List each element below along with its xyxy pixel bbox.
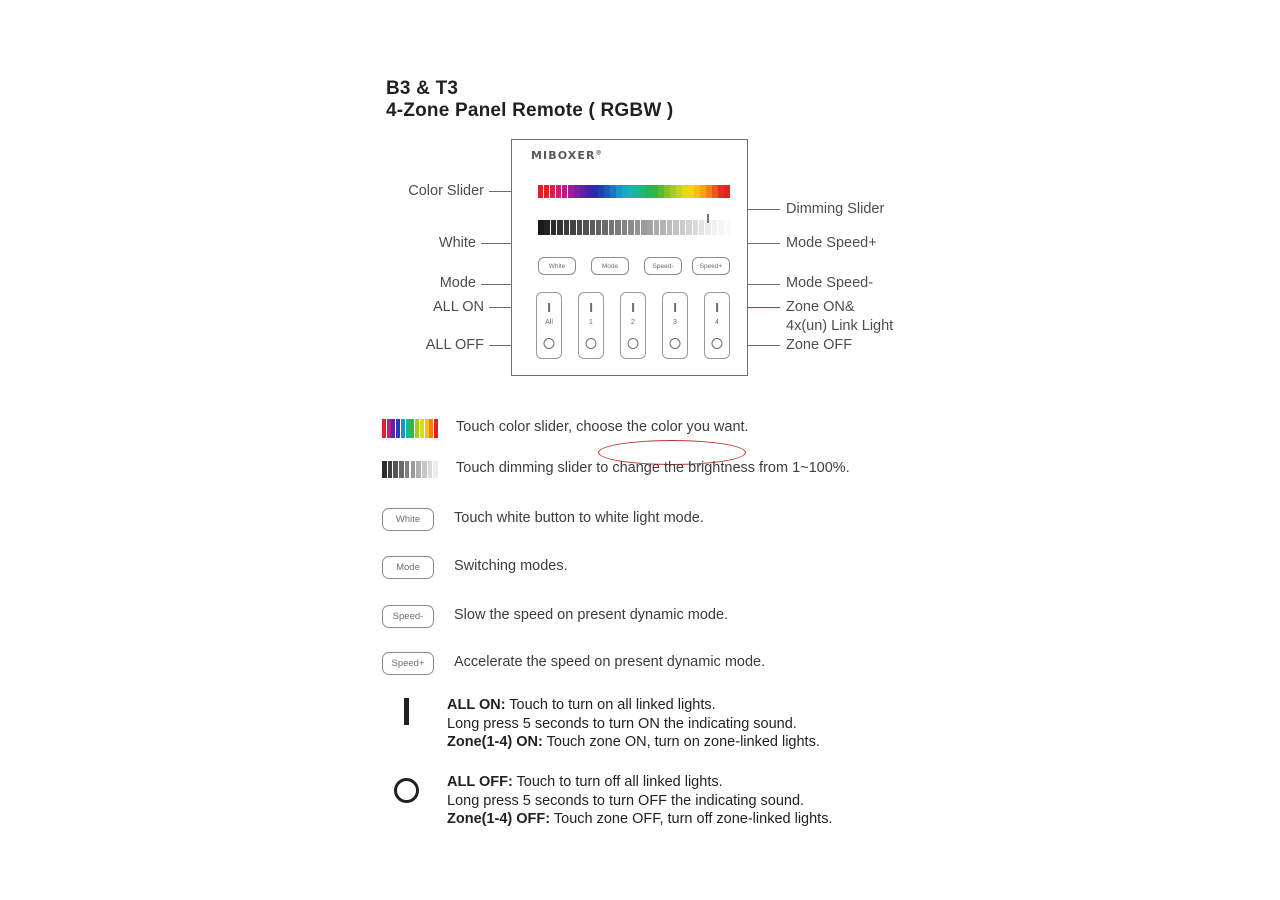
- power-on-icon[interactable]: [548, 303, 550, 312]
- legend-mode-button[interactable]: [382, 556, 434, 579]
- slider-segment: [699, 220, 705, 235]
- slider-segment: [406, 419, 410, 438]
- legend-item-speed-down: [382, 605, 728, 628]
- slider-segment: [399, 461, 404, 478]
- slider-segment: [396, 419, 400, 438]
- legend-all-off-bold: ALL OFF:: [447, 774, 513, 790]
- legend-white-button-label: White: [395, 514, 421, 525]
- callout-mode-speed-down-label: Mode Speed-: [786, 275, 874, 291]
- slider-segment: [724, 185, 729, 198]
- function-button-row: [538, 257, 730, 275]
- slider-segment: [544, 185, 549, 198]
- callout-mode-speed-up-label: Mode Speed+: [786, 235, 877, 251]
- legend-item-color-slider: [382, 418, 749, 438]
- slider-segment: [574, 185, 579, 198]
- color-slider[interactable]: [538, 185, 730, 198]
- slider-segment: [664, 185, 669, 198]
- slider-segment: [556, 185, 561, 198]
- callout-zone-on-label: Zone ON&: [786, 299, 855, 315]
- slider-segment: [551, 220, 557, 235]
- slider-segment: [686, 220, 692, 235]
- slider-segment: [700, 185, 705, 198]
- slider-segment: [410, 419, 414, 438]
- dimming-slider-swatch-icon: [382, 461, 438, 478]
- slider-segment: [628, 185, 633, 198]
- callout-zone-off: [786, 336, 852, 355]
- power-on-icon[interactable]: [674, 303, 676, 312]
- slider-segment: [401, 419, 405, 438]
- white-button[interactable]: [538, 257, 576, 275]
- slider-segment: [693, 220, 699, 235]
- slider-segment: [688, 185, 693, 198]
- callout-mode-speed-down: [786, 274, 873, 293]
- callout-all-on-label: ALL ON: [432, 299, 484, 315]
- legend-mode-text: Switching modes.: [454, 558, 568, 574]
- legend-color-slider-text: Touch color slider, choose the color you want.: [456, 419, 749, 435]
- slider-segment: [580, 185, 585, 198]
- callout-zone-on: [786, 298, 893, 336]
- slider-segment: [673, 220, 679, 235]
- slider-segment: [391, 419, 395, 438]
- legend-speed-up-button[interactable]: [382, 652, 434, 675]
- slider-segment: [598, 185, 603, 198]
- slider-segment: [622, 220, 628, 235]
- slider-segment: [646, 185, 651, 198]
- legend-all-off-text2: Long press 5 seconds to turn OFF the indicating sound.: [447, 792, 805, 809]
- callout-dimming-slider: [786, 200, 884, 219]
- callout-color-slider: [289, 182, 484, 201]
- slider-segment: [706, 185, 711, 198]
- power-off-icon[interactable]: [586, 338, 597, 349]
- slider-segment: [425, 419, 429, 438]
- mode-button[interactable]: [591, 257, 629, 275]
- slider-segment: [718, 185, 723, 198]
- slider-segment: [544, 220, 550, 235]
- callout-white: [289, 234, 476, 253]
- slider-segment: [550, 185, 555, 198]
- slider-segment: [387, 419, 391, 438]
- power-on-icon[interactable]: [716, 303, 718, 312]
- legend-all-off-text: Touch to turn off all linked lights.: [512, 774, 723, 790]
- zone-key-3-label: 3: [673, 319, 677, 326]
- zone-key-1[interactable]: [578, 292, 604, 359]
- speed-down-button-label: Speed-: [652, 262, 674, 270]
- legend-item-dimming-slider: [382, 459, 850, 478]
- slider-segment: [682, 185, 687, 198]
- slider-segment: [615, 220, 621, 235]
- legend-speed-down-button[interactable]: [382, 605, 434, 628]
- power-off-icon[interactable]: [712, 338, 723, 349]
- panel-remote-device: [511, 139, 748, 376]
- slider-segment: [667, 220, 673, 235]
- slider-segment: [654, 220, 660, 235]
- callout-dimming-slider-label: Dimming Slider: [786, 201, 885, 217]
- zone-key-4-label: 4: [715, 319, 719, 326]
- slider-segment: [433, 461, 438, 478]
- legend-speed-up-text: Accelerate the speed on present dynamic mode.: [454, 654, 766, 670]
- legend-all-on-text: Touch to turn on all linked lights.: [505, 697, 716, 713]
- slider-segment: [420, 419, 424, 438]
- legend-mode-button-label: Mode: [396, 562, 420, 573]
- slider-segment: [415, 419, 419, 438]
- page-title: [386, 78, 673, 122]
- legend-item-speed-up: [382, 652, 765, 675]
- slider-segment: [405, 461, 410, 478]
- legend-all-on-bold: ALL ON:: [447, 697, 506, 713]
- legend-white-text: Touch white button to white light mode.: [454, 510, 704, 526]
- power-off-icon[interactable]: [544, 338, 555, 349]
- callout-white-label: White: [438, 235, 476, 251]
- callout-zone-off-label: Zone OFF: [786, 337, 853, 353]
- callout-zone-on-sublabel: 4x(un) Link Light: [786, 318, 894, 334]
- slider-segment: [628, 220, 634, 235]
- legend-speed-down-text: Slow the speed on present dynamic mode.: [454, 607, 729, 623]
- slider-segment: [635, 220, 641, 235]
- slider-segment: [634, 185, 639, 198]
- slider-segment: [694, 185, 699, 198]
- slider-segment: [586, 185, 591, 198]
- slider-segment: [712, 220, 718, 235]
- power-on-icon: [404, 698, 409, 725]
- slider-segment: [670, 185, 675, 198]
- speed-down-button[interactable]: [644, 257, 682, 275]
- slider-segment: [388, 461, 393, 478]
- slider-segment: [429, 419, 433, 438]
- callout-mode: [289, 274, 476, 293]
- power-off-icon[interactable]: [628, 338, 639, 349]
- slider-segment: [602, 220, 608, 235]
- callout-color-slider-label: Color Slider: [408, 183, 484, 199]
- legend-speed-up-button-label: Speed+: [391, 658, 425, 669]
- slider-segment: [616, 185, 621, 198]
- legend-zone-off-text: Touch zone OFF, turn off zone-linked lights.: [550, 811, 833, 827]
- legend-zone-off-bold: Zone(1-4) OFF:: [447, 811, 551, 827]
- slider-segment: [422, 461, 427, 478]
- dimming-slider[interactable]: [538, 220, 730, 235]
- slider-segment: [428, 461, 433, 478]
- legend-item-white: [382, 508, 704, 531]
- slider-segment: [570, 220, 576, 235]
- slider-segment: [680, 220, 686, 235]
- white-button-label: White: [548, 262, 566, 270]
- mode-button-label: Mode: [601, 262, 619, 270]
- zone-key-all[interactable]: [536, 292, 562, 359]
- legend-zone-on-text: Touch zone ON, turn on zone-linked lights.: [542, 734, 820, 750]
- legend-speed-down-button-label: Speed-: [392, 611, 424, 622]
- power-off-icon: [394, 778, 419, 803]
- slider-segment: [590, 220, 596, 235]
- slider-segment: [641, 220, 647, 235]
- legend-zone-on-bold: Zone(1-4) ON:: [447, 734, 543, 750]
- slider-segment: [658, 185, 663, 198]
- callout-mode-speed-up: [786, 234, 877, 253]
- registered-mark: ®: [595, 149, 603, 157]
- slider-segment: [416, 461, 421, 478]
- callout-all-off: [289, 336, 484, 355]
- speed-up-button-label: Speed+: [699, 262, 723, 270]
- slider-segment: [592, 185, 597, 198]
- legend-dimming-slider-text: Touch dimming slider to change the brightness from 1~100%.: [456, 460, 850, 476]
- slider-segment: [712, 185, 717, 198]
- slider-segment: [577, 220, 583, 235]
- zone-key-1-label: 1: [589, 319, 593, 326]
- slider-segment: [610, 185, 615, 198]
- slider-segment: [725, 220, 730, 235]
- legend-all-on-paragraph: [447, 696, 820, 752]
- callout-mode-label: Mode: [439, 275, 476, 291]
- legend-item-all-on: [404, 696, 820, 752]
- slider-segment: [568, 185, 573, 198]
- slider-segment: [562, 185, 567, 198]
- power-off-icon[interactable]: [670, 338, 681, 349]
- legend-all-on-text2: Long press 5 seconds to turn ON the indicating sound.: [447, 715, 797, 732]
- legend-item-mode: [382, 556, 568, 579]
- slider-segment: [676, 185, 681, 198]
- zone-key-3[interactable]: [662, 292, 688, 359]
- slider-segment: [596, 220, 602, 235]
- brand-logo: [531, 149, 603, 162]
- slider-segment: [557, 220, 563, 235]
- legend-item-all-off: [394, 773, 832, 829]
- power-on-icon[interactable]: [590, 303, 592, 312]
- zone-key-2-label: 2: [631, 319, 635, 326]
- slider-segment: [583, 220, 589, 235]
- slider-segment: [382, 419, 386, 438]
- color-slider-swatch-icon: [382, 419, 438, 438]
- zone-key-4[interactable]: [704, 292, 730, 359]
- legend-all-off-paragraph: [447, 773, 832, 829]
- slider-segment: [604, 185, 609, 198]
- zone-key-all-label: All: [545, 319, 553, 326]
- slider-segment: [564, 220, 570, 235]
- slider-segment: [382, 461, 387, 478]
- slider-segment: [652, 185, 657, 198]
- slider-segment: [640, 185, 645, 198]
- power-on-icon[interactable]: [632, 303, 634, 312]
- title-description: 4-Zone Panel Remote ( RGBW ): [386, 100, 674, 121]
- zone-button-row: [536, 292, 732, 359]
- slider-segment: [434, 419, 438, 438]
- slider-segment: [622, 185, 627, 198]
- slider-segment: [393, 461, 398, 478]
- dimming-slider-cursor: [707, 214, 709, 223]
- callout-all-on: [289, 298, 484, 317]
- title-model: B3 & T3: [386, 78, 459, 99]
- brand-logo-text: MIBOXER: [531, 149, 596, 162]
- legend-white-button[interactable]: [382, 508, 434, 531]
- slider-segment: [647, 220, 653, 235]
- slider-segment: [538, 185, 543, 198]
- slider-segment: [609, 220, 615, 235]
- callout-all-off-label: ALL OFF: [425, 337, 484, 353]
- slider-segment: [718, 220, 724, 235]
- zone-key-2[interactable]: [620, 292, 646, 359]
- slider-segment: [538, 220, 544, 235]
- slider-segment: [411, 461, 416, 478]
- slider-segment: [660, 220, 666, 235]
- speed-up-button[interactable]: [692, 257, 730, 275]
